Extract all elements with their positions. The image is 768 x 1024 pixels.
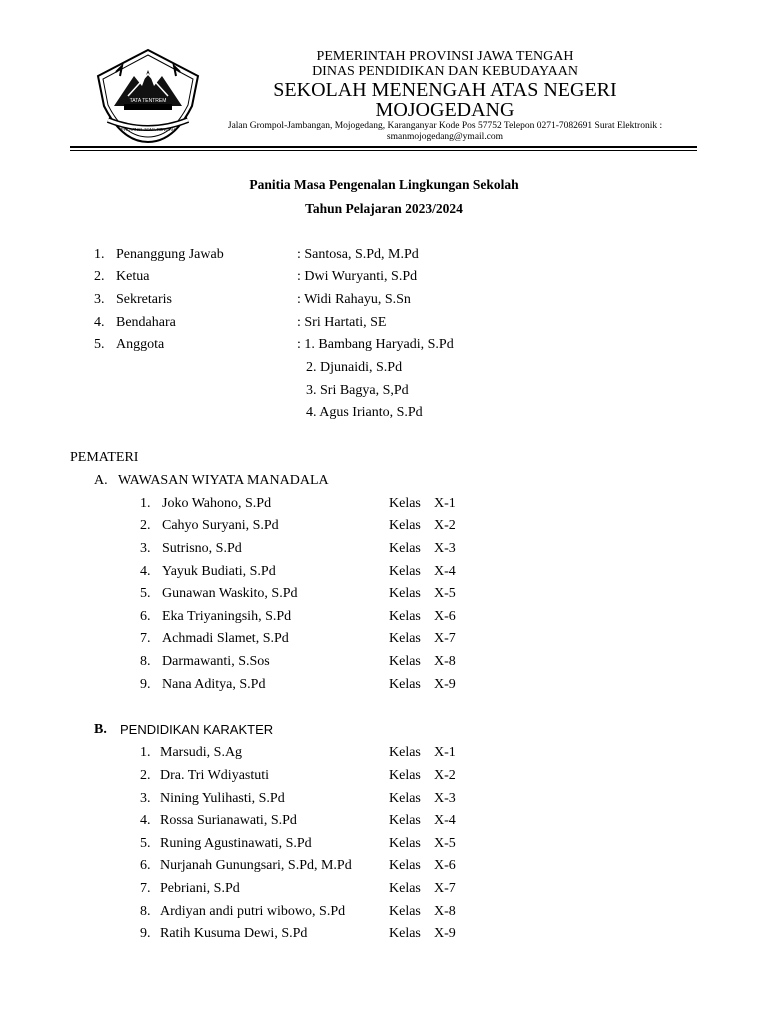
- item-number: 9.: [140, 677, 151, 692]
- speaker-name: Marsudi, S.Ag: [160, 745, 243, 760]
- item-number: 3.: [140, 791, 151, 806]
- kelas-label: Kelas: [389, 768, 421, 783]
- class-code: X-1: [434, 745, 456, 760]
- committee-role: Anggota: [116, 337, 165, 352]
- item-number: 9.: [140, 926, 151, 941]
- committee-member: 3. Sri Bagya, S,Pd: [306, 383, 409, 398]
- kelas-label: Kelas: [389, 631, 421, 646]
- speaker-name: Ardiyan andi putri wibowo, S.Pd: [160, 904, 346, 919]
- speaker-name: Pebriani, S.Pd: [160, 881, 240, 896]
- class-code: X-8: [434, 904, 456, 919]
- item-number: 6.: [140, 609, 151, 624]
- item-number: 8.: [140, 904, 151, 919]
- committee-name: : 1. Bambang Haryadi, S.Pd: [297, 337, 454, 352]
- kelas-label: Kelas: [389, 904, 421, 919]
- logo-motto: TATA TENTREM: [129, 98, 167, 104]
- committee-number: 1.: [94, 247, 105, 262]
- item-number: 7.: [140, 631, 151, 646]
- section-b-title: PENDIDIKAN KARAKTER: [120, 722, 274, 737]
- committee-member: 2. Djunaidi, S.Pd: [306, 360, 403, 375]
- class-code: X-2: [434, 518, 456, 533]
- kelas-label: Kelas: [389, 745, 421, 760]
- class-code: X-3: [434, 791, 456, 806]
- header-divider: [70, 146, 697, 148]
- kelas-label: Kelas: [389, 496, 421, 511]
- kelas-label: Kelas: [389, 654, 421, 669]
- class-code: X-1: [434, 496, 456, 511]
- committee-role: Penanggung Jawab: [116, 247, 224, 262]
- item-number: 4.: [140, 813, 151, 828]
- kelas-label: Kelas: [389, 813, 421, 828]
- class-code: X-8: [434, 654, 456, 669]
- speaker-name: Nana Aditya, S.Pd: [162, 677, 266, 692]
- section-b-letter: B.: [94, 722, 107, 737]
- header-school-name: SEKOLAH MENENGAH ATAS NEGERI: [273, 79, 617, 101]
- item-number: 5.: [140, 836, 151, 851]
- class-code: X-7: [434, 631, 456, 646]
- class-code: X-6: [434, 609, 456, 624]
- kelas-label: Kelas: [389, 836, 421, 851]
- item-number: 8.: [140, 654, 151, 669]
- committee-name: : Sri Hartati, SE: [297, 315, 387, 330]
- item-number: 1.: [140, 496, 151, 511]
- class-code: X-5: [434, 586, 456, 601]
- committee-name: : Widi Rahayu, S.Sn: [297, 292, 411, 307]
- speaker-name: Cahyo Suryani, S.Pd: [162, 518, 279, 533]
- item-number: 5.: [140, 586, 151, 601]
- class-code: X-7: [434, 881, 456, 896]
- committee-number: 3.: [94, 292, 105, 307]
- speaker-name: Rossa Surianawati, S.Pd: [160, 813, 297, 828]
- kelas-label: Kelas: [389, 677, 421, 692]
- document-title: Panitia Masa Pengenalan Lingkungan Sekolah: [249, 177, 519, 192]
- province-emblem-logo: [94, 48, 202, 144]
- item-number: 2.: [140, 518, 151, 533]
- section-a-letter: A.: [94, 473, 108, 488]
- header-school-city: MOJOGEDANG: [375, 99, 515, 121]
- class-code: X-4: [434, 564, 456, 579]
- kelas-label: Kelas: [389, 586, 421, 601]
- committee-role: Bendahara: [116, 315, 176, 330]
- item-number: 6.: [140, 858, 151, 873]
- speaker-name: Achmadi Slamet, S.Pd: [162, 631, 289, 646]
- class-code: X-2: [434, 768, 456, 783]
- class-code: X-3: [434, 541, 456, 556]
- item-number: 4.: [140, 564, 151, 579]
- item-number: 3.: [140, 541, 151, 556]
- kelas-label: Kelas: [389, 881, 421, 896]
- speaker-name: Nining Yulihasti, S.Pd: [160, 791, 285, 806]
- kelas-label: Kelas: [389, 791, 421, 806]
- committee-number: 2.: [94, 269, 105, 284]
- speaker-name: Ratih Kusuma Dewi, S.Pd: [160, 926, 308, 941]
- class-code: X-9: [434, 677, 456, 692]
- class-code: X-9: [434, 926, 456, 941]
- logo-ribbon: PROVINSI JAWA TENGAH: [120, 127, 176, 132]
- section-a-title: WAWASAN WIYATA MANADALA: [118, 473, 329, 488]
- speaker-name: Yayuk Budiati, S.Pd: [162, 564, 276, 579]
- kelas-label: Kelas: [389, 609, 421, 624]
- committee-name: : Santosa, S.Pd, M.Pd: [297, 247, 419, 262]
- class-code: X-5: [434, 836, 456, 851]
- committee-name: : Dwi Wuryanti, S.Pd: [297, 269, 418, 284]
- committee-number: 4.: [94, 315, 105, 330]
- item-number: 7.: [140, 881, 151, 896]
- kelas-label: Kelas: [389, 541, 421, 556]
- speaker-name: Gunawan Waskito, S.Pd: [162, 586, 298, 601]
- header-address: Jalan Grompol-Jambangan, Mojogedang, Karanganyar Kode Pos 57752 Telepon 0271-7082691 Surat Elektronik : smanmojogedang@ymail.com: [227, 121, 663, 142]
- header-government: PEMERINTAH PROVINSI JAWA TENGAH: [316, 49, 574, 64]
- committee-member: 4. Agus Irianto, S.Pd: [306, 405, 423, 420]
- document-year: Tahun Pelajaran 2023/2024: [305, 201, 463, 216]
- committee-number: 5.: [94, 337, 105, 352]
- class-code: X-4: [434, 813, 456, 828]
- item-number: 1.: [140, 745, 151, 760]
- speaker-name: Darmawanti, S.Sos: [162, 654, 270, 669]
- header-department: DINAS PENDIDIKAN DAN KEBUDAYAAN: [312, 64, 578, 79]
- speaker-name: Runing Agustinawati, S.Pd: [160, 836, 312, 851]
- kelas-label: Kelas: [389, 518, 421, 533]
- class-code: X-6: [434, 858, 456, 873]
- committee-role: Ketua: [116, 269, 150, 284]
- speaker-name: Joko Wahono, S.Pd: [162, 496, 272, 511]
- speaker-name: Sutrisno, S.Pd: [162, 541, 242, 556]
- pemateri-heading: PEMATERI: [70, 450, 139, 465]
- kelas-label: Kelas: [389, 564, 421, 579]
- committee-role: Sekretaris: [116, 292, 172, 307]
- kelas-label: Kelas: [389, 858, 421, 873]
- header-divider-thin: [70, 150, 697, 151]
- speaker-name: Eka Triyaningsih, S.Pd: [162, 609, 292, 624]
- kelas-label: Kelas: [389, 926, 421, 941]
- speaker-name: Nurjanah Gunungsari, S.Pd, M.Pd: [160, 858, 352, 873]
- speaker-name: Dra. Tri Wdiyastuti: [160, 768, 270, 783]
- item-number: 2.: [140, 768, 151, 783]
